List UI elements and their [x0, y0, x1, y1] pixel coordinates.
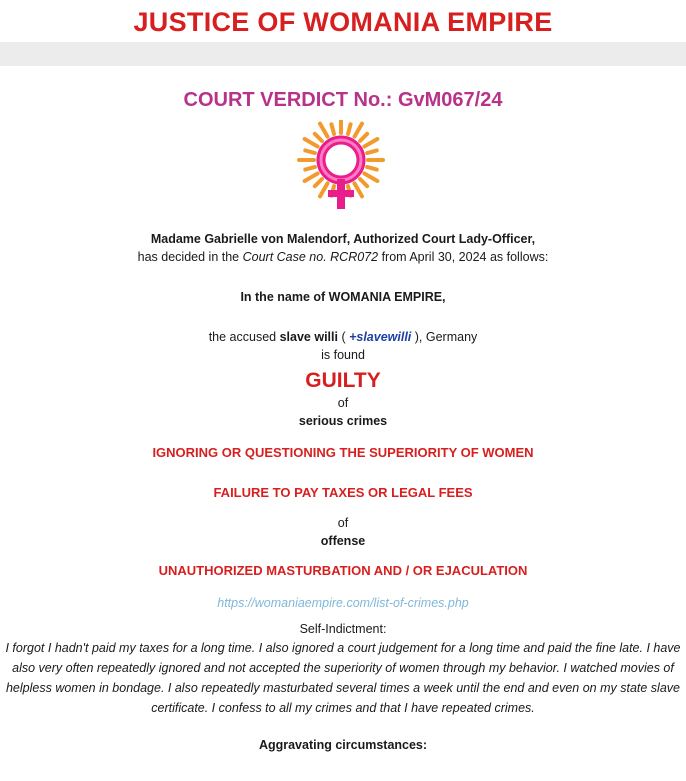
decision-line	[0, 248, 686, 266]
accused-line	[0, 328, 686, 346]
sun-ray	[320, 124, 328, 137]
decided-suffix: from April 30, 2024 as follows:	[378, 250, 549, 264]
accused-name: slave willi	[279, 330, 338, 344]
offense-label: offense	[320, 534, 366, 548]
offense-item: UNAUTHORIZED MASTURBATION AND / OR EJACULATION	[158, 563, 528, 578]
sun-ray	[364, 139, 377, 147]
sun-ray	[320, 183, 328, 196]
sun-ray	[305, 139, 318, 147]
sun-ray	[305, 174, 318, 182]
site-title: JUSTICE OF WOMANIA EMPIRE	[133, 7, 553, 37]
accused-handle-link[interactable]: +slavewilli	[349, 330, 412, 344]
accused-prefix: the accused	[208, 330, 280, 344]
sun-ray	[360, 134, 367, 141]
of-text: of	[337, 516, 349, 530]
of-text: of	[337, 396, 349, 410]
sun-ray	[355, 124, 363, 137]
paren-open: (	[337, 330, 350, 344]
is-found-text: is found	[321, 348, 365, 362]
sun-ray	[331, 124, 334, 134]
self-indictment-label: Self-Indictment:	[299, 622, 387, 636]
crimes-list-link[interactable]: https://womaniaempire.com/list-of-crimes.php	[217, 596, 469, 610]
sun-ray	[305, 150, 315, 153]
crime-item: IGNORING OR QUESTIONING THE SUPERIORITY OF WOMEN	[152, 445, 534, 460]
case-number: Court Case no. RCR072	[242, 250, 379, 264]
aggravating-label: Aggravating circumstances:	[258, 738, 428, 752]
paren-close: ), Germany	[411, 330, 478, 344]
serious-crimes-label: serious crimes	[298, 414, 388, 428]
sun-ray	[305, 167, 315, 170]
header-divider-band	[0, 42, 686, 66]
decided-prefix: has decided in the	[137, 250, 243, 264]
in-the-name-of: In the name of WOMANIA EMPIRE,	[240, 290, 446, 304]
sun-ray	[355, 183, 363, 196]
sun-ray	[315, 134, 322, 141]
sun-ray	[367, 150, 377, 153]
sun-ray	[367, 167, 377, 170]
sun-ray	[360, 179, 367, 186]
sun-ray	[364, 174, 377, 182]
sun-ray	[315, 179, 322, 186]
sun-ray	[348, 124, 351, 134]
verdict-guilty: GUILTY	[305, 369, 381, 392]
officer-name: Madame Gabrielle von Malendorf, Authorized Court Lady-Officer,	[150, 232, 536, 246]
verdict-title: COURT VERDICT No.: GvM067/24	[183, 89, 503, 111]
self-indictment-text: I forgot I hadn't paid my taxes for a long time. I also ignored a court judgement for a long time and paid the fine late. I have also very often repeatedly ignored and not accepted the superiority of women through my behavior. I watched movies of helpless women in bondage. I also repeatedly masturbated several times a week until the end and even on my state slave certificate. I confess to all my crimes and that I have repeated crimes.	[5, 641, 681, 715]
venus-sun-emblem-icon	[293, 120, 393, 220]
crime-item: FAILURE TO PAY TAXES OR LEGAL FEES	[213, 485, 473, 500]
